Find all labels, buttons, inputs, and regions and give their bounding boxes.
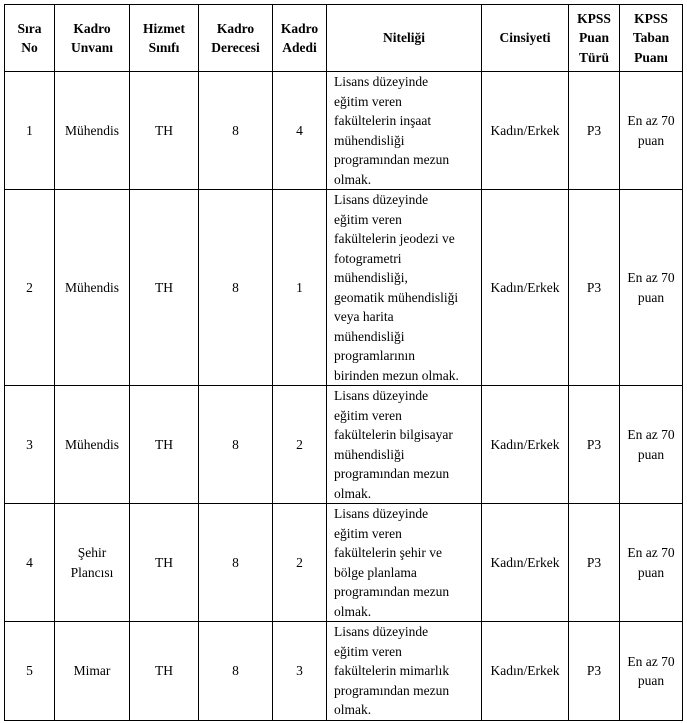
cell-sira: 4 [5, 504, 55, 622]
header-row [5, 5, 683, 72]
cell-adet: 3 [273, 622, 327, 721]
cell-sira: 3 [5, 386, 55, 504]
cell-cinsiyet: Kadın/Erkek [482, 72, 569, 190]
cell-taban: En az 70 puan [620, 190, 683, 386]
cell-sinif: TH [130, 622, 199, 721]
cell-taban: En az 70 puan [620, 386, 683, 504]
cell-derece: 8 [199, 386, 273, 504]
cell-adet: 4 [273, 72, 327, 190]
header-kadro-unvani: Kadro Unvanı [55, 5, 130, 72]
header-kpss-taban-puani: KPSS Taban Puanı [620, 5, 683, 72]
cell-cinsiyet: Kadın/Erkek [482, 386, 569, 504]
cell-nitelik: Lisans düzeyinde eğitim veren fakültelerin jeodezi ve fotogrametri mühendisliği, geomatik mühendisliği veya harita mühendisliği programlarının birinden mezun olmak. [327, 190, 482, 386]
cell-puan-turu: P3 [569, 504, 620, 622]
cell-cinsiyet: Kadın/Erkek [482, 622, 569, 721]
cell-sira: 2 [5, 190, 55, 386]
header-kadro-adedi: Kadro Adedi [273, 5, 327, 72]
cell-puan-turu: P3 [569, 190, 620, 386]
cell-unvan: Mimar [55, 622, 130, 721]
header-kpss-puan-turu: KPSS Puan Türü [569, 5, 620, 72]
header-niteligi: Niteliği [327, 5, 482, 72]
cell-nitelik: Lisans düzeyinde eğitim veren fakültelerin mimarlık programından mezun olmak. [327, 622, 482, 721]
kadro-table [4, 4, 683, 721]
header-kadro-derecesi: Kadro Derecesi [199, 5, 273, 72]
cell-taban: En az 70 puan [620, 622, 683, 721]
cell-puan-turu: P3 [569, 622, 620, 721]
table-row [5, 622, 683, 721]
cell-derece: 8 [199, 72, 273, 190]
cell-derece: 8 [199, 504, 273, 622]
cell-sinif: TH [130, 190, 199, 386]
header-cinsiyeti: Cinsiyeti [482, 5, 569, 72]
cell-cinsiyet: Kadın/Erkek [482, 504, 569, 622]
cell-puan-turu: P3 [569, 386, 620, 504]
header-sira-no: Sıra No [5, 5, 55, 72]
cell-derece: 8 [199, 622, 273, 721]
cell-unvan: Mühendis [55, 190, 130, 386]
cell-sinif: TH [130, 386, 199, 504]
table-row [5, 504, 683, 622]
cell-sinif: TH [130, 72, 199, 190]
cell-unvan: Şehir Plancısı [55, 504, 130, 622]
cell-sira: 5 [5, 622, 55, 721]
cell-cinsiyet: Kadın/Erkek [482, 190, 569, 386]
cell-taban: En az 70 puan [620, 504, 683, 622]
table-row [5, 386, 683, 504]
cell-nitelik: Lisans düzeyinde eğitim veren fakültelerin bilgisayar mühendisliği programından mezun olmak. [327, 386, 482, 504]
cell-adet: 2 [273, 386, 327, 504]
cell-nitelik: Lisans düzeyinde eğitim veren fakültelerin şehir ve bölge planlama programından mezun olmak. [327, 504, 482, 622]
cell-unvan: Mühendis [55, 386, 130, 504]
cell-sinif: TH [130, 504, 199, 622]
cell-taban: En az 70 puan [620, 72, 683, 190]
table-row [5, 72, 683, 190]
header-hizmet-sinifi: Hizmet Sınıfı [130, 5, 199, 72]
table-row [5, 190, 683, 386]
cell-adet: 1 [273, 190, 327, 386]
cell-unvan: Mühendis [55, 72, 130, 190]
cell-nitelik: Lisans düzeyinde eğitim veren fakültelerin inşaat mühendisliği programından mezun olmak. [327, 72, 482, 190]
cell-derece: 8 [199, 190, 273, 386]
cell-puan-turu: P3 [569, 72, 620, 190]
cell-adet: 2 [273, 504, 327, 622]
cell-sira: 1 [5, 72, 55, 190]
